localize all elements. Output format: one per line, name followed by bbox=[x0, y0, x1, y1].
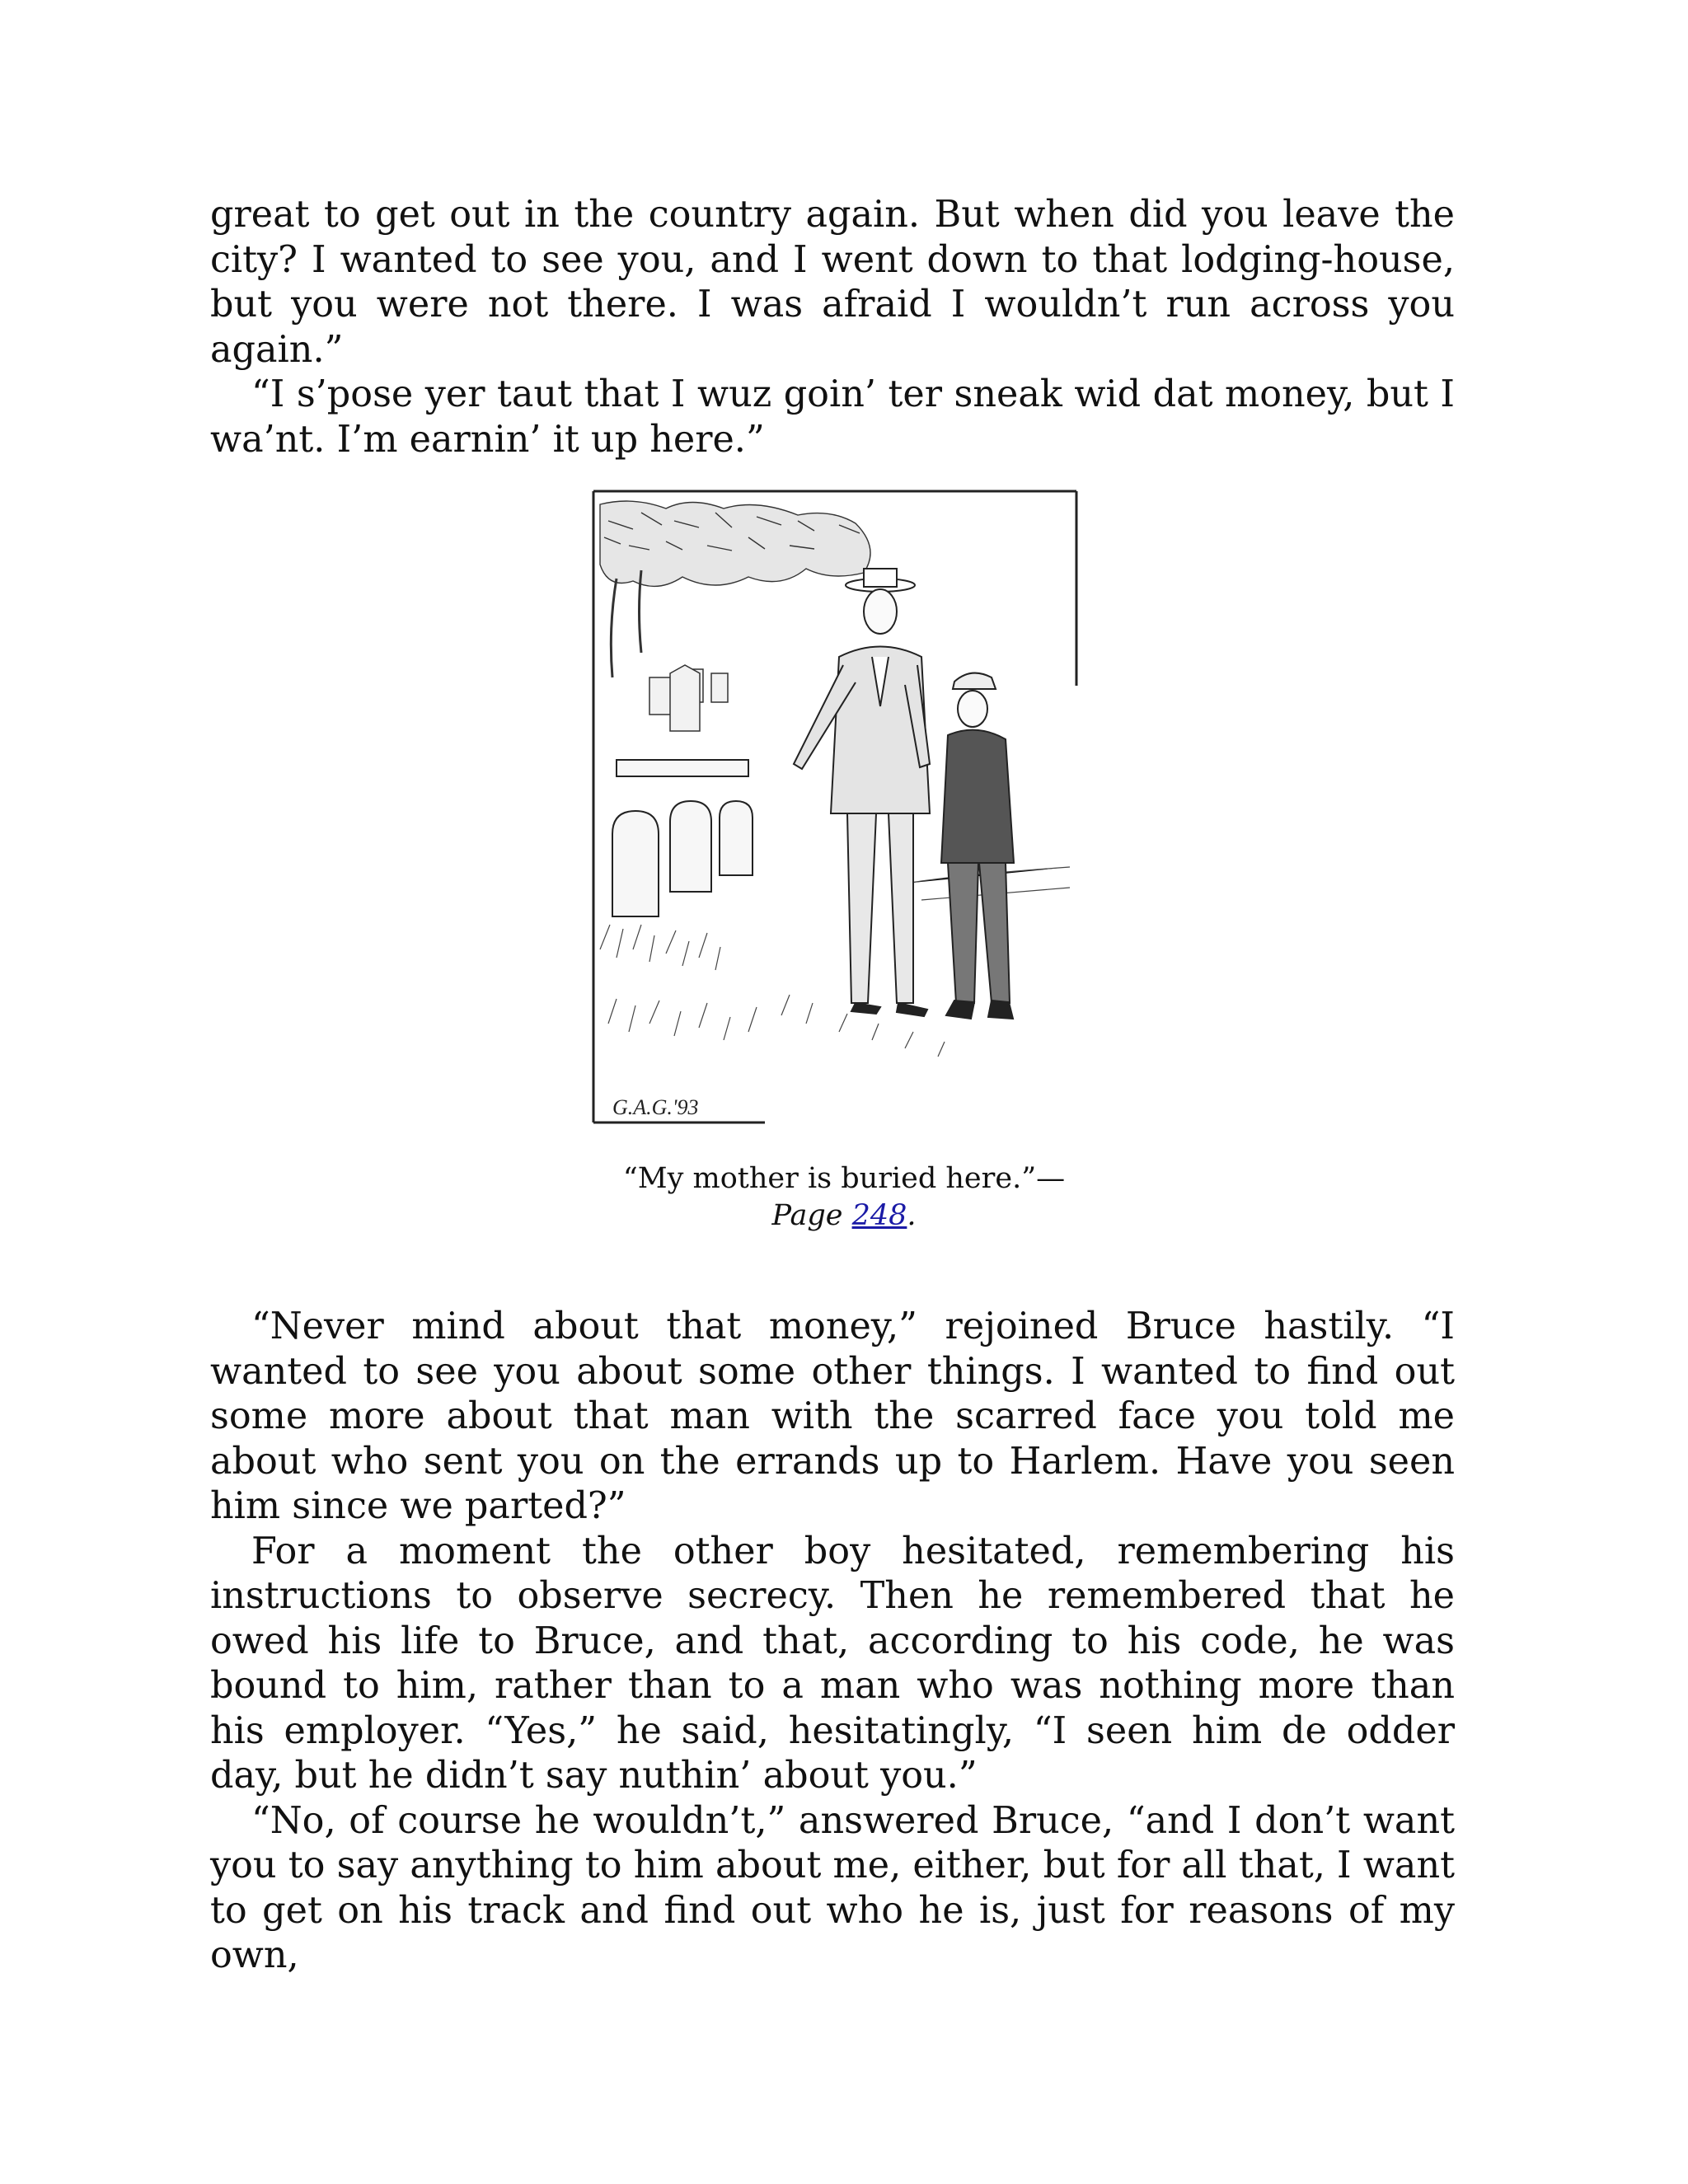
caption-page-label: Page bbox=[771, 1199, 843, 1232]
text-block-top bbox=[210, 193, 1455, 462]
paragraph-continuation: great to get out in the country again. But when did you leave the city? I wanted to see you, and I went down to that lodging-house, but you were not there. I was afraid I wouldn’t run across you again.” bbox=[210, 194, 1455, 371]
paragraph: For a moment the other boy hesitated, remembering his instructions to observe secrecy. Then he remembered that he owed his life to Bruce, and that, according to his code, he was bound to him, rather than to a man who was nothing more than his employer. “Yes,” he said, hesitatingly, “I seen him de odder day, but he didn’t say nuthin’ about you.” bbox=[210, 1530, 1455, 1797]
paragraph: “Never mind about that money,” rejoined Bruce hastily. “I wanted to see you about some other things. I wanted to find out some more about that man with the scarred face you told me about who sent you on the errands up to Harlem. Have you seen him since we parted?” bbox=[210, 1305, 1455, 1527]
text-block-bottom bbox=[210, 1305, 1455, 1979]
illustration-cemetery-scene bbox=[592, 488, 1078, 1127]
caption-page-ref bbox=[432, 1197, 1256, 1235]
illustration-caption bbox=[432, 1160, 1256, 1235]
paragraph: “I s’pose yer taut that I wuz goin’ ter sneak wid dat money, but I wa’nt. I’m earnin’ it up here.” bbox=[210, 373, 1455, 461]
paragraph: “No, of course he wouldn’t,” answered Bruce, “and I don’t want you to say anything to him about me, either, but for all that, I want to get on his track and find out who he is, just for reasons of my own, bbox=[210, 1799, 1455, 1976]
page-link[interactable]: 248 bbox=[851, 1199, 907, 1232]
engraving-image bbox=[592, 488, 1078, 1127]
artist-signature: G.A.G.'93 bbox=[612, 1095, 699, 1119]
caption-trailing: . bbox=[907, 1199, 917, 1232]
caption-quote: “My mother is buried here.”— bbox=[622, 1162, 1066, 1195]
